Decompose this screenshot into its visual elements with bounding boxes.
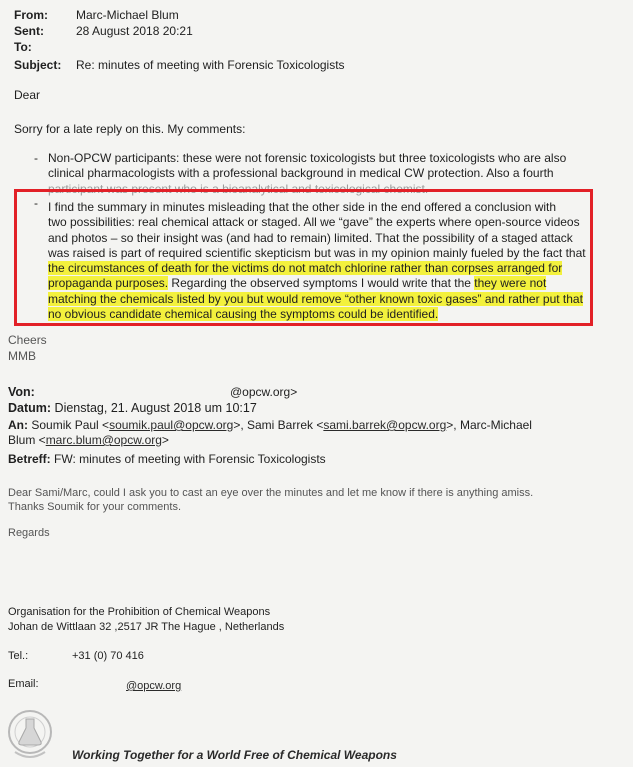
highlighted-text: they were not [474,276,547,291]
bullet2-line [48,307,588,322]
bullet1-line: participant was present who is a bioanalytical and toxicological chemist. [48,181,429,196]
sent-value: 28 August 2018 20:21 [76,24,193,38]
bullet2-line [48,292,588,307]
datum-row [8,401,257,415]
bullet-paragraph-2 [48,200,588,322]
motto: Working Together for a World Free of Chemical Weapons [72,748,397,762]
an-label: An: [8,418,28,432]
betreff-label: Betreff: [8,452,51,466]
opcw-logo-icon [6,704,54,764]
highlighted-text: matching the chemicals listed by you but would remove “other known toxic gases” and rather put that [48,291,583,306]
email-label: Email: [8,678,39,690]
highlighted-text: propaganda purposes. [48,276,169,291]
an-row-cont [8,433,169,447]
bullet2-line: I find the summary in minutes misleading that the other side in the end offered a conclusion with [48,200,557,214]
datum-label: Datum: [8,401,52,415]
intro-text: Sorry for a late reply on this. My comments: [14,122,246,136]
to-label: To: [14,40,32,54]
plain-text: Regarding the observed symptoms I would write that the [168,276,475,291]
bullet-dash-2: - [34,196,38,210]
an-row [8,418,532,432]
bullet1-line: Non-OPCW participants: these were not forensic toxicologists but three toxicologists who are also [48,151,567,165]
bullet2-line [48,276,588,291]
email-link-soumik[interactable]: soumik.paul@opcw.org [109,418,234,432]
sent-label: Sent: [14,24,44,38]
betreff-value: FW: minutes of meeting with Forensic Toxicologists [54,452,326,466]
subject-value: Re: minutes of meeting with Forensic Toxicologists [76,58,345,72]
bullet2-line: two possibilities: real chemical attack or staged. All we “gave” the experts where open-source videos [48,215,580,230]
email2-body-line2: Thanks Soumik for your comments. [8,501,182,513]
org-address: Johan de Wittlaan 32 ,2517 JR The Hague , Netherlands [8,621,285,633]
from-value: Marc-Michael Blum [76,8,179,22]
highlighted-text: no obvious candidate chemical causing the symptoms could be identified. [48,307,439,322]
datum-value: Dienstag, 21. August 2018 um 10:17 [54,401,257,415]
email-link-marc[interactable]: marc.blum@opcw.org [45,433,162,447]
greeting: Dear [14,88,41,102]
bullet-dash-1: - [34,151,38,165]
an-text: >, Marc-Michael [446,418,532,432]
tel-value: +31 (0) 70 416 [72,650,144,662]
von-label: Von: [8,385,35,399]
email-link-signature[interactable]: @opcw.org [126,680,182,692]
bullet1-line: clinical pharmacologists with a professional background in medical CW protection. Also a fourth [48,166,554,181]
subject-label: Subject: [14,58,62,72]
von-value: @opcw.org> [230,385,298,399]
org-name: Organisation for the Prohibition of Chemical Weapons [8,606,271,618]
an-text: > [161,433,169,447]
an-text: Blum < [8,433,46,447]
bullet2-line [48,261,588,276]
initials: MMB [8,349,36,363]
an-text: Soumik Paul < [31,418,110,432]
betreff-row [8,452,326,466]
from-label: From: [14,8,48,22]
tel-label: Tel.: [8,650,29,662]
an-text: >, Sami Barrek < [233,418,324,432]
email-link-sami[interactable]: sami.barrek@opcw.org [323,418,447,432]
regards: Regards [8,527,50,539]
bullet2-line: was raised is part of required scientific skepticism but was in my opinion mainly fueled by the fact that [48,245,586,260]
bullet2-line: and photos – so their insight was (and had to remain) limited. That the possibility of a staged attack [48,230,573,245]
signoff: Cheers [8,333,47,347]
email2-body-line1: Dear Sami/Marc, could I ask you to cast an eye over the minutes and let me know if there is anything amiss. [8,487,534,499]
highlighted-text: the circumstances of death for the victims do not match chlorine rather than corpses arranged for [48,261,563,276]
